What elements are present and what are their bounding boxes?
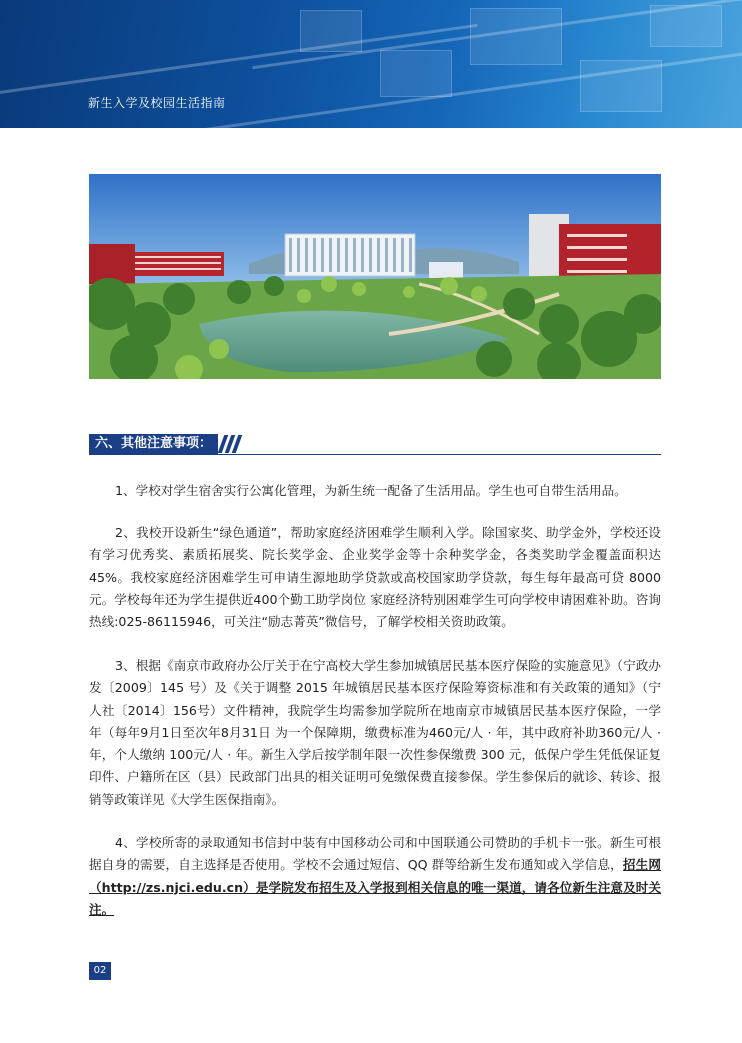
page-number: 02 [89, 962, 111, 980]
section-heading-label: 六、其他注意事项： [89, 434, 218, 454]
paragraph-2-text: 2、我校开设新生“绿色通道”，帮助家庭经济困难学生顺利入学。除国家奖、助学金外，学校还设有学习优秀奖、素质拓展奖、院长奖学金、企业奖学金等十余种奖学金，各类奖助学金覆盖面积达45%。我校家庭经济困难学生可申请生源地助学贷款或高校国家助学贷款，每生每年最高可贷 8000 元。学校每年还为学生提供近400个勤工助学岗位 家庭经济特别困难学生可向学校申请困难补助。咨询热线:025-86115946，可关注“励志菁英”微信号，了解学校相关资助政策。 [89, 525, 661, 630]
paragraph-1 [89, 480, 661, 502]
decor-tile [380, 50, 452, 97]
section-rule [89, 454, 661, 455]
paragraph-4-text: 4、学校所寄的录取通知书信封中装有中国移动公司和中国联通公司赞助的手机卡一张。新生可根据自身的需要，自主选择是否使用。学校不会通过短信、QQ 群等给新生发布通知或入学信息， [89, 835, 661, 873]
header-banner [0, 0, 742, 128]
paragraph-1-text: 1、学校对学生宿舍实行公寓化管理，为新生统一配备了生活用品。学生也可自带生活用品。 [115, 483, 627, 498]
paragraph-3 [89, 655, 661, 811]
campus-photo-illustration [89, 174, 661, 379]
slash-decoration-icon [221, 435, 242, 453]
paragraph-3-text: 3、根据《南京市政府办公厅关于在宁高校大学生参加城镇居民基本医疗保险的实施意见》（宁政办发〔2009〕145 号）及《关于调整 2015 年城镇居民基本医疗保险筹资标准和有关政策的通知》（宁人社〔2014〕156号）文件精神，我院学生均需参加学院所在地南京市城镇居民基本医疗保险，一学年（每年9月1日至次年8月31日 为一个保障期，缴费标准为460元/人 · 年，其中政府补助360元/人 · 年，个人缴纳 100元/人 · 年。新生入学后按学制年限一次性参保缴费 300 元，低保户学生凭低保证复印件、户籍所在区（县）民政部门出具的相关证明可免缴保费直接参保。学生参保后的就诊、转诊、报销等政策详见《大学生医保指南》。 [89, 658, 661, 807]
admissions-site-notice: 招生网（http://zs.njci.edu.cn）是学院发布招生及入学报到相关信息的唯一渠道，请各位新生注意及时关注。 [89, 857, 661, 917]
paragraph-2 [89, 522, 661, 633]
section-heading [89, 434, 242, 454]
paragraph-4 [89, 832, 661, 921]
campus-photo [89, 174, 661, 379]
header-title: 新生入学及校园生活指南 [88, 96, 226, 110]
